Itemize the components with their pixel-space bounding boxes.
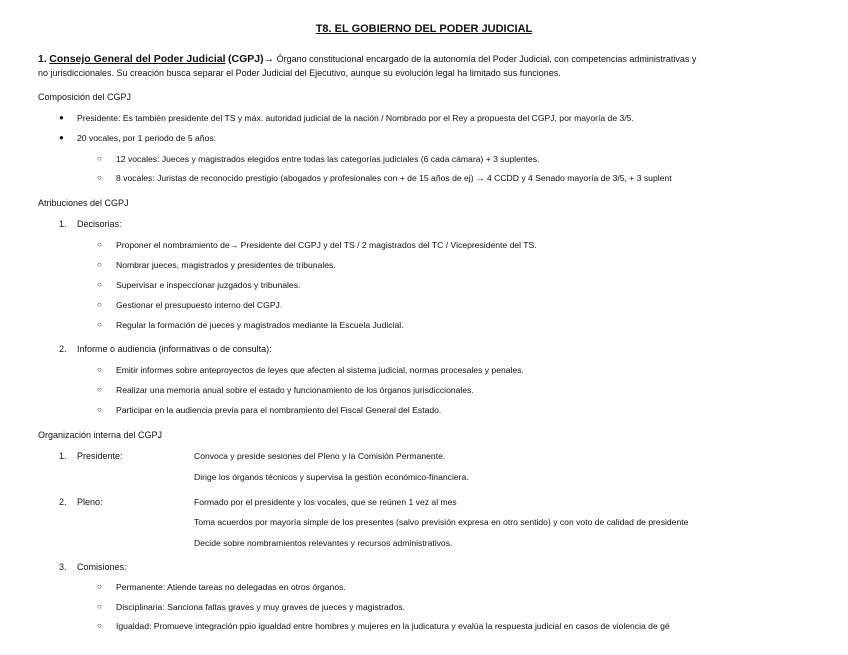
section-heading: Consejo General del Poder Judicial [49,53,226,65]
decisorias-item: Gestionar el presupuesto interno del CGPJ. [116,300,283,310]
intro-line-2: no jurisdiccionales. Su creación busca separar el Poder Judicial del Ejecutivo, aunque su evolución legal ha limitado sus funciones. [38,68,561,78]
informe-item: Emitir informes sobre anteproyectos de leyes que afecten al sistema judicial, normas procesales y penales. [116,365,524,375]
list-number: 3. [59,562,67,572]
section-number: 1. [38,53,47,65]
list-number: 2. [59,497,67,507]
decisorias-item: Regular la formación de jueces y magistrados mediante la Escuela Judicial. [116,320,404,330]
vocales-subitem-8: 8 vocales: Juristas de reconocido prestigio (abogados y profesionales con + de 15 años de ej) → 4 CCDD y 4 Senado mayoría de 3/5, + 3 suplent [116,173,672,183]
presidente-line: Convoca y preside sesiones del Pleno y la Comisión Permanente. [194,451,446,461]
section-1-heading [38,53,696,66]
pleno-line: Toma acuerdos por mayoría simple de los presentes (salvo previsión expresa en otro sentido) y con voto de calidad de presidente [194,517,689,527]
organizacion-heading: Organización interna del CGPJ [38,430,163,440]
list-number: 2. [59,344,67,354]
decisorias-item: Proponer el nombramiento de→ Presidente del CGPJ y del TS / 2 magistrados del TC / Vicepresidente del TS. [116,240,537,250]
pleno-line: Formado por el presidente y los vocales, que se reúnen 1 vez al mes [194,497,457,507]
bullet-disc: ● [59,113,64,122]
bullet-disc: ● [59,133,64,142]
list-number: 1. [59,451,67,461]
pleno-line: Decide sobre nombramientos relevantes y recursos administrativos. [194,538,453,548]
decisorias-item: Nombrar jueces, magistrados y presidentes de tribunales. [116,260,336,270]
composicion-heading: Composición del CGPJ [38,92,132,102]
composicion-item-presidente: Presidente: Es también presidente del TS y máx. autoridad judicial de la nación / Nombrado por el Rey a propuesta del CGPJ, por mayoría de 3/5. [77,113,634,123]
bullet-circle: ○ [97,260,102,269]
section-abbr: (CGPJ)→ [228,53,275,65]
bullet-circle: ○ [97,365,102,374]
comision-item: Disciplinaria: Sanciona faltas graves y muy graves de jueces y magistrados. [116,602,405,612]
decisorias-item: Supervisar e inspeccionar juzgados y tribunales. [116,280,301,290]
intro-line-1: Órgano constitucional encargado de la autonomía del Poder Judicial, con competencias administrativas y [276,54,697,64]
bullet-circle: ○ [97,405,102,414]
vocales-subitem-12: 12 vocales: Jueces y magistrados elegidos entre todas las categorías judiciales (6 cada cámara) + 3 suplentes. [116,154,540,164]
document-title: T8. EL GOBIERNO DEL PODER JUDICIAL [315,23,533,35]
decisorias-label: Decisorias: [77,219,122,229]
bullet-circle: ○ [97,173,102,182]
composicion-item-vocales: 20 vocales, por 1 periodo de 5 años: [77,133,217,143]
bullet-circle: ○ [97,300,102,309]
atribuciones-heading: Atribuciones del CGPJ [38,198,129,208]
list-number: 1. [59,219,67,229]
bullet-circle: ○ [97,602,102,611]
presidente-label: Presidente: [77,451,123,461]
comision-item: Permanente: Atiende tareas no delegadas en otros órganos. [116,582,346,592]
presidente-line: Dirige los órganos técnicos y supervisa la gestión económico-financiera. [194,472,469,482]
comisiones-label: Comisiones: [77,562,127,572]
informe-label: Informe o audiencia (informativas o de consulta): [77,344,272,354]
bullet-circle: ○ [97,240,102,249]
pleno-label: Pleno: [77,497,103,507]
bullet-circle: ○ [97,154,102,163]
bullet-circle: ○ [97,320,102,329]
bullet-circle: ○ [97,582,102,591]
bullet-circle: ○ [97,385,102,394]
informe-item: Realizar una memoria anual sobre el estado y funcionamiento de los órganos jurisdiccionales. [116,385,474,395]
bullet-circle: ○ [97,621,102,630]
comision-item: Igualdad: Promueve integración ppio igualdad entre hombres y mujeres en la judicatura y evalúa la respuesta judicial en casos de violencia de gé [116,621,670,631]
informe-item: Participar en la audiencia previa para el nombramiento del Fiscal General del Estado. [116,405,442,415]
bullet-circle: ○ [97,280,102,289]
